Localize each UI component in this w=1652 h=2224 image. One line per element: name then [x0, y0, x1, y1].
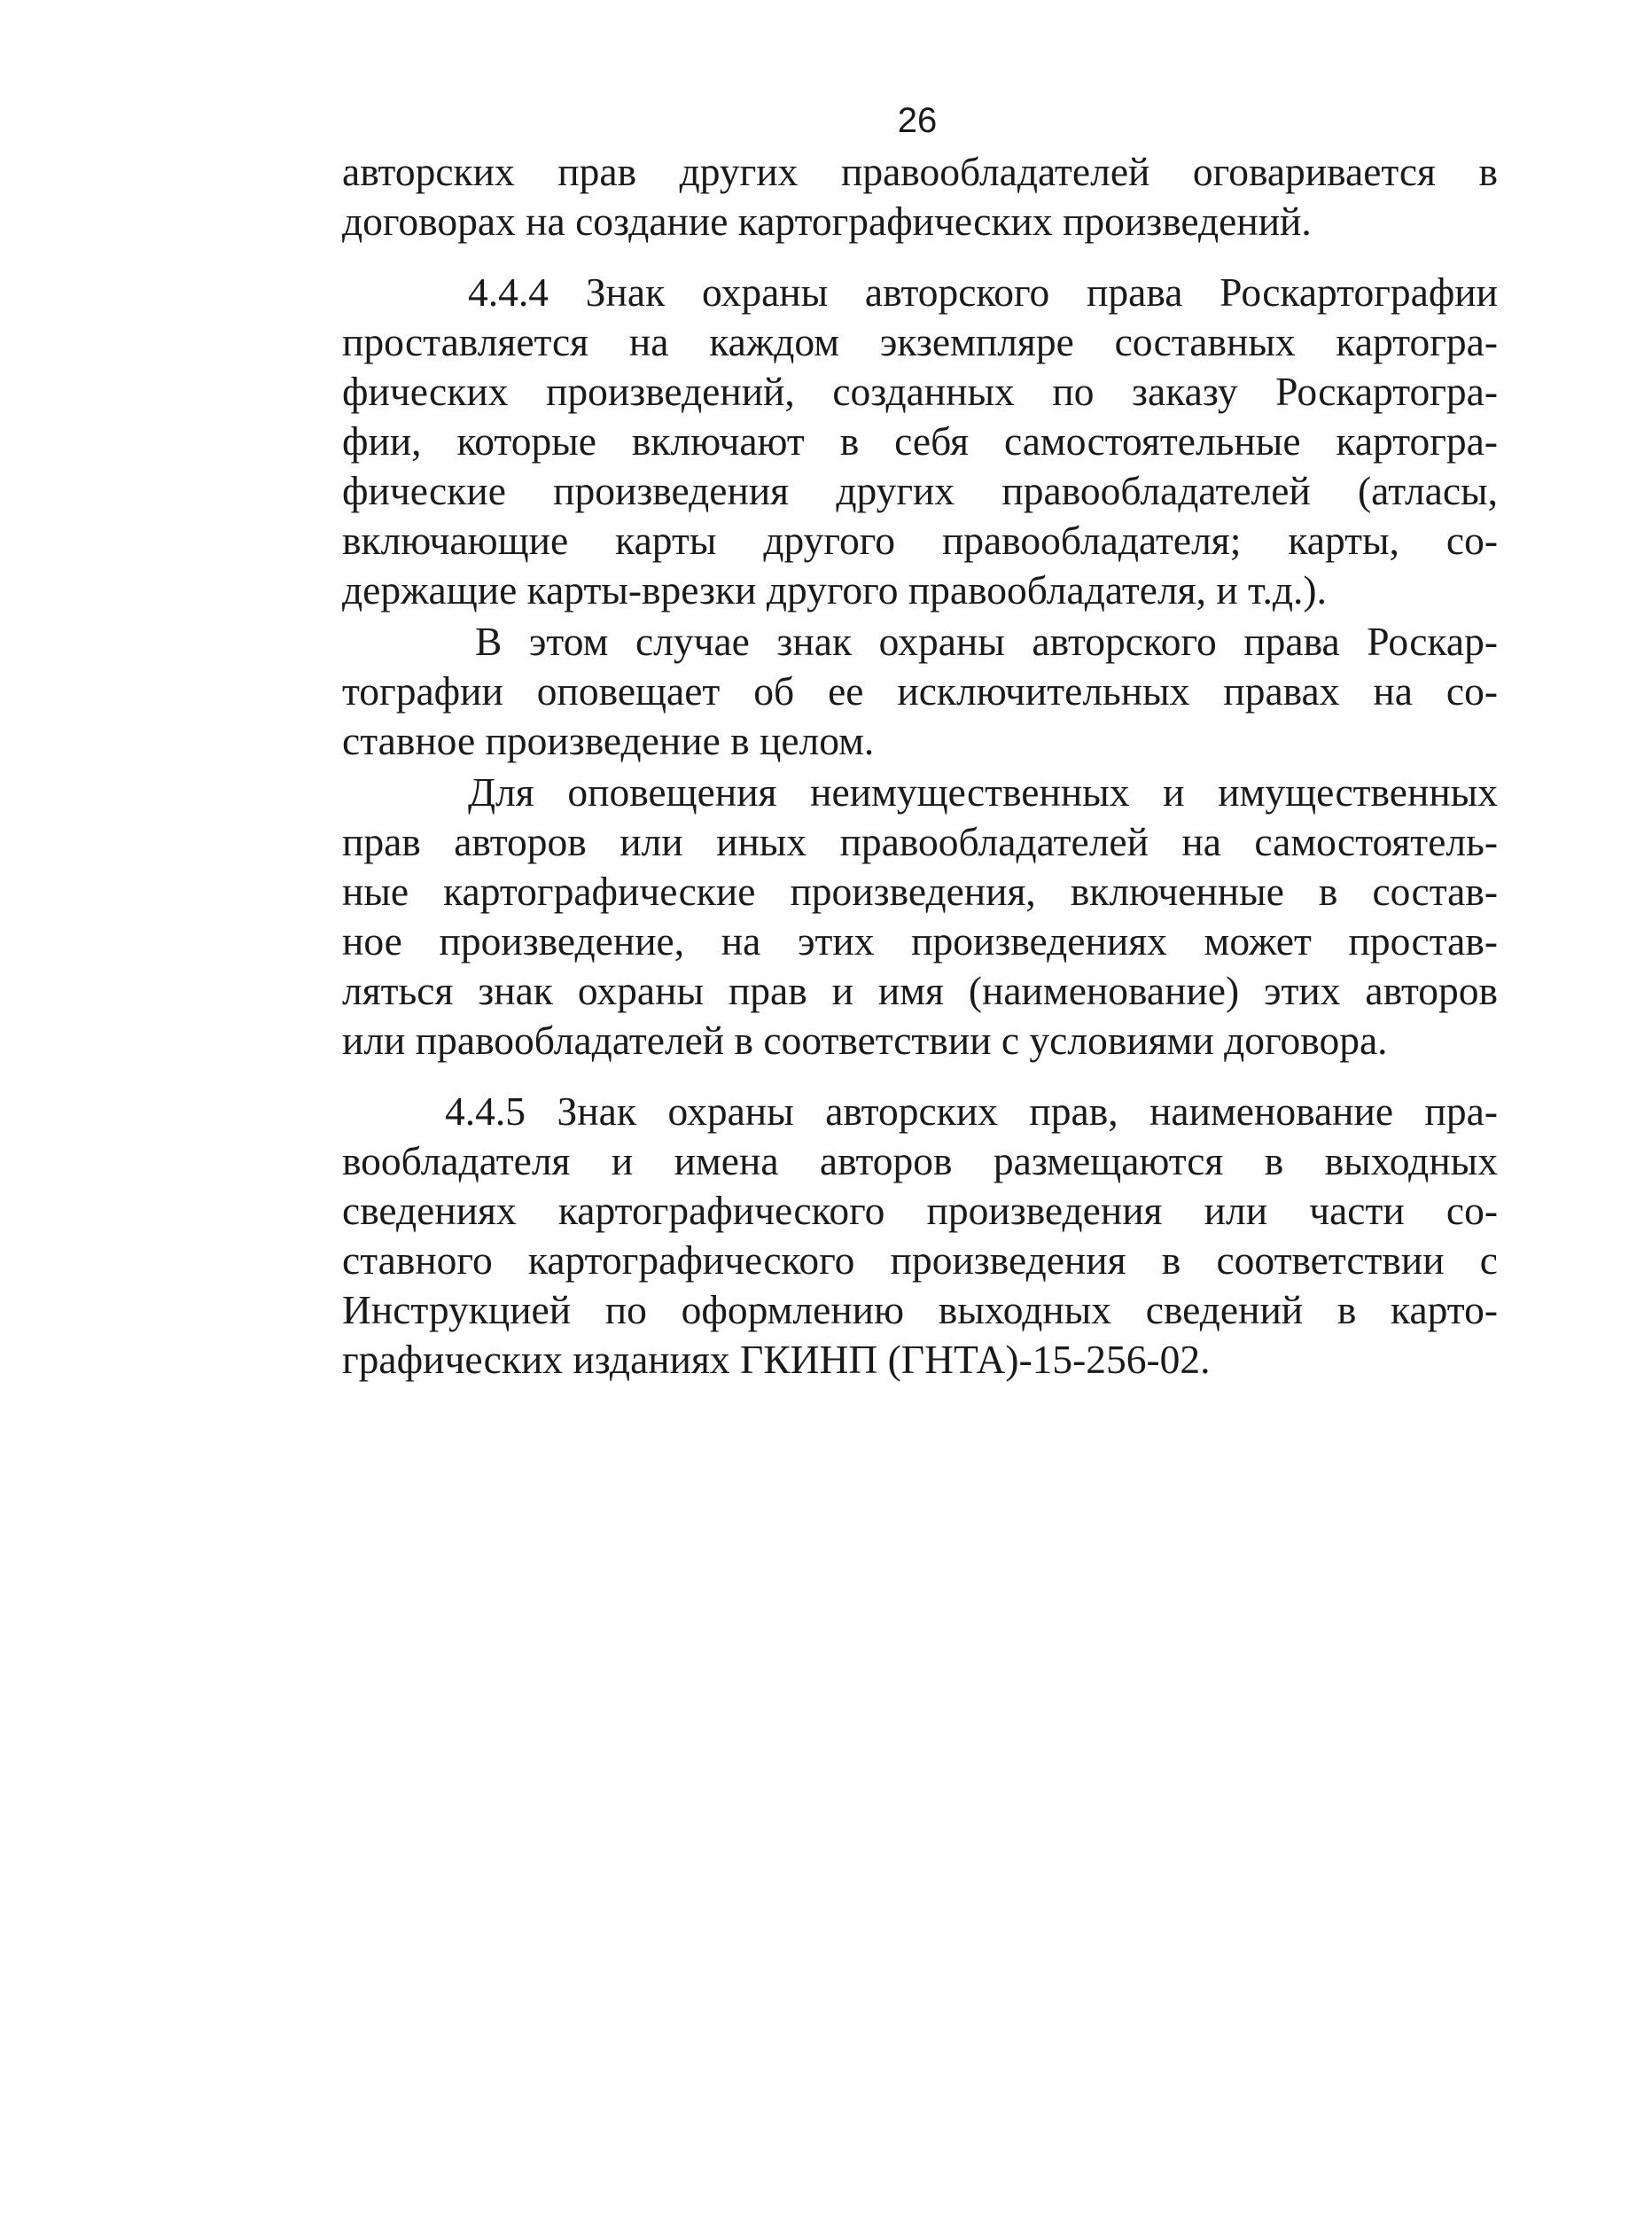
text-line: фических произведений, созданных по заказу Роскартогра- — [342, 369, 1498, 414]
text-line: держащие карты-врезки другого правообладателя, и т.д.). — [342, 567, 1327, 613]
paragraph-continuation — [342, 147, 1498, 246]
text-line: включающие карты другого правообладателя; карты, со- — [342, 518, 1498, 563]
text-line: фические произведения других правообладателей (атласы, — [342, 468, 1498, 513]
text-line: Инструкцией по оформлению выходных сведений в карто- — [342, 1287, 1498, 1332]
text-line: 4.4.4 Знак охраны авторского права Роскартографии — [468, 269, 1498, 315]
text-line: фии, которые включают в себя самостоятельные картогра- — [342, 418, 1498, 464]
text-line: ставное произведение в целом. — [342, 718, 875, 763]
document-body — [342, 147, 1498, 1385]
text-line: ляться знак охраны прав и имя (наименование) этих авторов — [342, 968, 1498, 1013]
paragraph-clause-4-4-4 — [342, 268, 1498, 615]
text-line: 4.4.5 Знак охраны авторских прав, наименование пра- — [445, 1089, 1498, 1134]
text-line: тографии оповещает об ее исключительных правах на со- — [342, 668, 1498, 714]
text-line: прав авторов или иных правообладателей на самостоятель- — [342, 819, 1498, 864]
text-line: Для оповещения неимущественных и имущественных — [468, 769, 1498, 815]
text-line: ные картографические произведения, включенные в состав- — [342, 869, 1498, 914]
text-line: графических изданиях ГКИНП (ГНТА)-15-256-02. — [342, 1337, 1211, 1382]
page-number: 26 — [897, 101, 938, 140]
paragraph-clause-4-4-5 — [342, 1087, 1498, 1385]
text-line: проставляется на каждом экземпляре составных картогра- — [342, 319, 1498, 364]
text-line: ное произведение, на этих произведениях может простав- — [342, 918, 1498, 964]
paragraph-clause-4-4-4-notice — [342, 768, 1498, 1065]
text-line: ставного картографического произведения в соответствии с — [342, 1237, 1498, 1283]
text-line: сведениях картографического произведения или части со- — [342, 1188, 1498, 1233]
text-line: авторских прав других правообладателей оговаривается в — [342, 149, 1498, 194]
text-line: договорах на создание картографических произведений. — [342, 199, 1312, 244]
text-line: или правообладателей в соответствии с условиями договора. — [342, 1018, 1388, 1063]
text-line: вообладателя и имена авторов размещаются в выходных — [342, 1138, 1498, 1183]
paragraph-clause-4-4-4-case — [342, 617, 1498, 766]
text-line: В этом случае знак охраны авторского права Роскар- — [475, 619, 1498, 664]
